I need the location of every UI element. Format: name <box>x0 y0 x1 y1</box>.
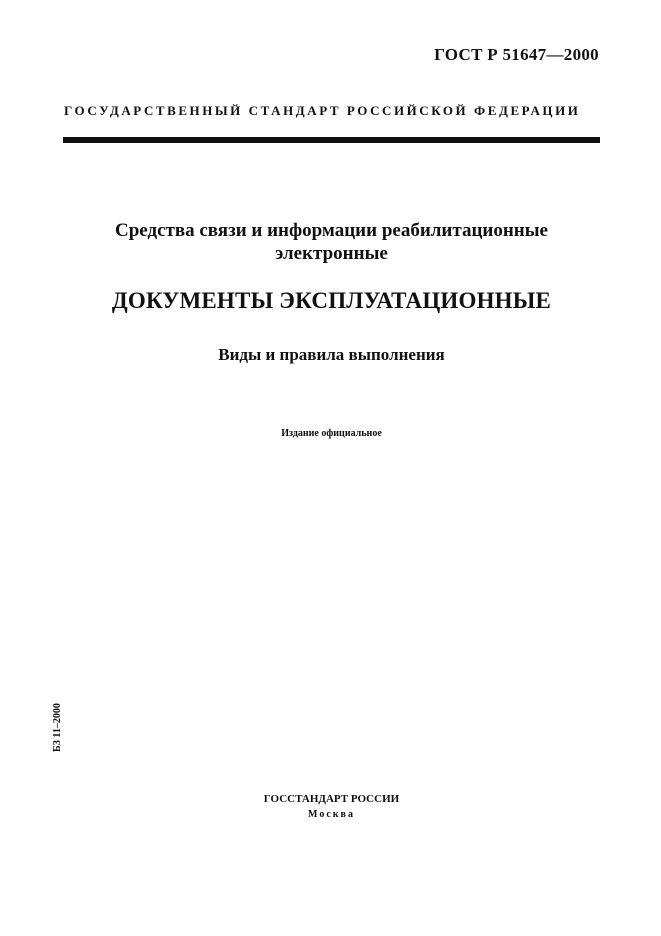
standard-number: ГОСТ Р 51647—2000 <box>434 45 599 64</box>
heavy-divider <box>63 137 600 143</box>
document-title <box>63 219 600 265</box>
document-subtitle: Виды и правила выполнения <box>218 345 445 364</box>
publisher-name: ГОССТАНДАРТ РОССИИ <box>263 793 400 805</box>
publisher-city: Москва <box>308 809 355 820</box>
state-standard-heading: ГОСУДАРСТВЕННЫЙ СТАНДАРТ РОССИЙСКОЙ ФЕДЕРАЦИИ <box>64 103 581 118</box>
document-type: ДОКУМЕНТЫ ЭКСПЛУАТАЦИОННЫЕ <box>111 288 552 313</box>
title-line-2: электронные <box>275 243 388 264</box>
edition-label: Издание официальное <box>281 428 382 439</box>
title-line-1: Средства связи и информации реабилитационные <box>114 220 548 241</box>
side-code: БЗ 11–2000 <box>52 703 63 752</box>
